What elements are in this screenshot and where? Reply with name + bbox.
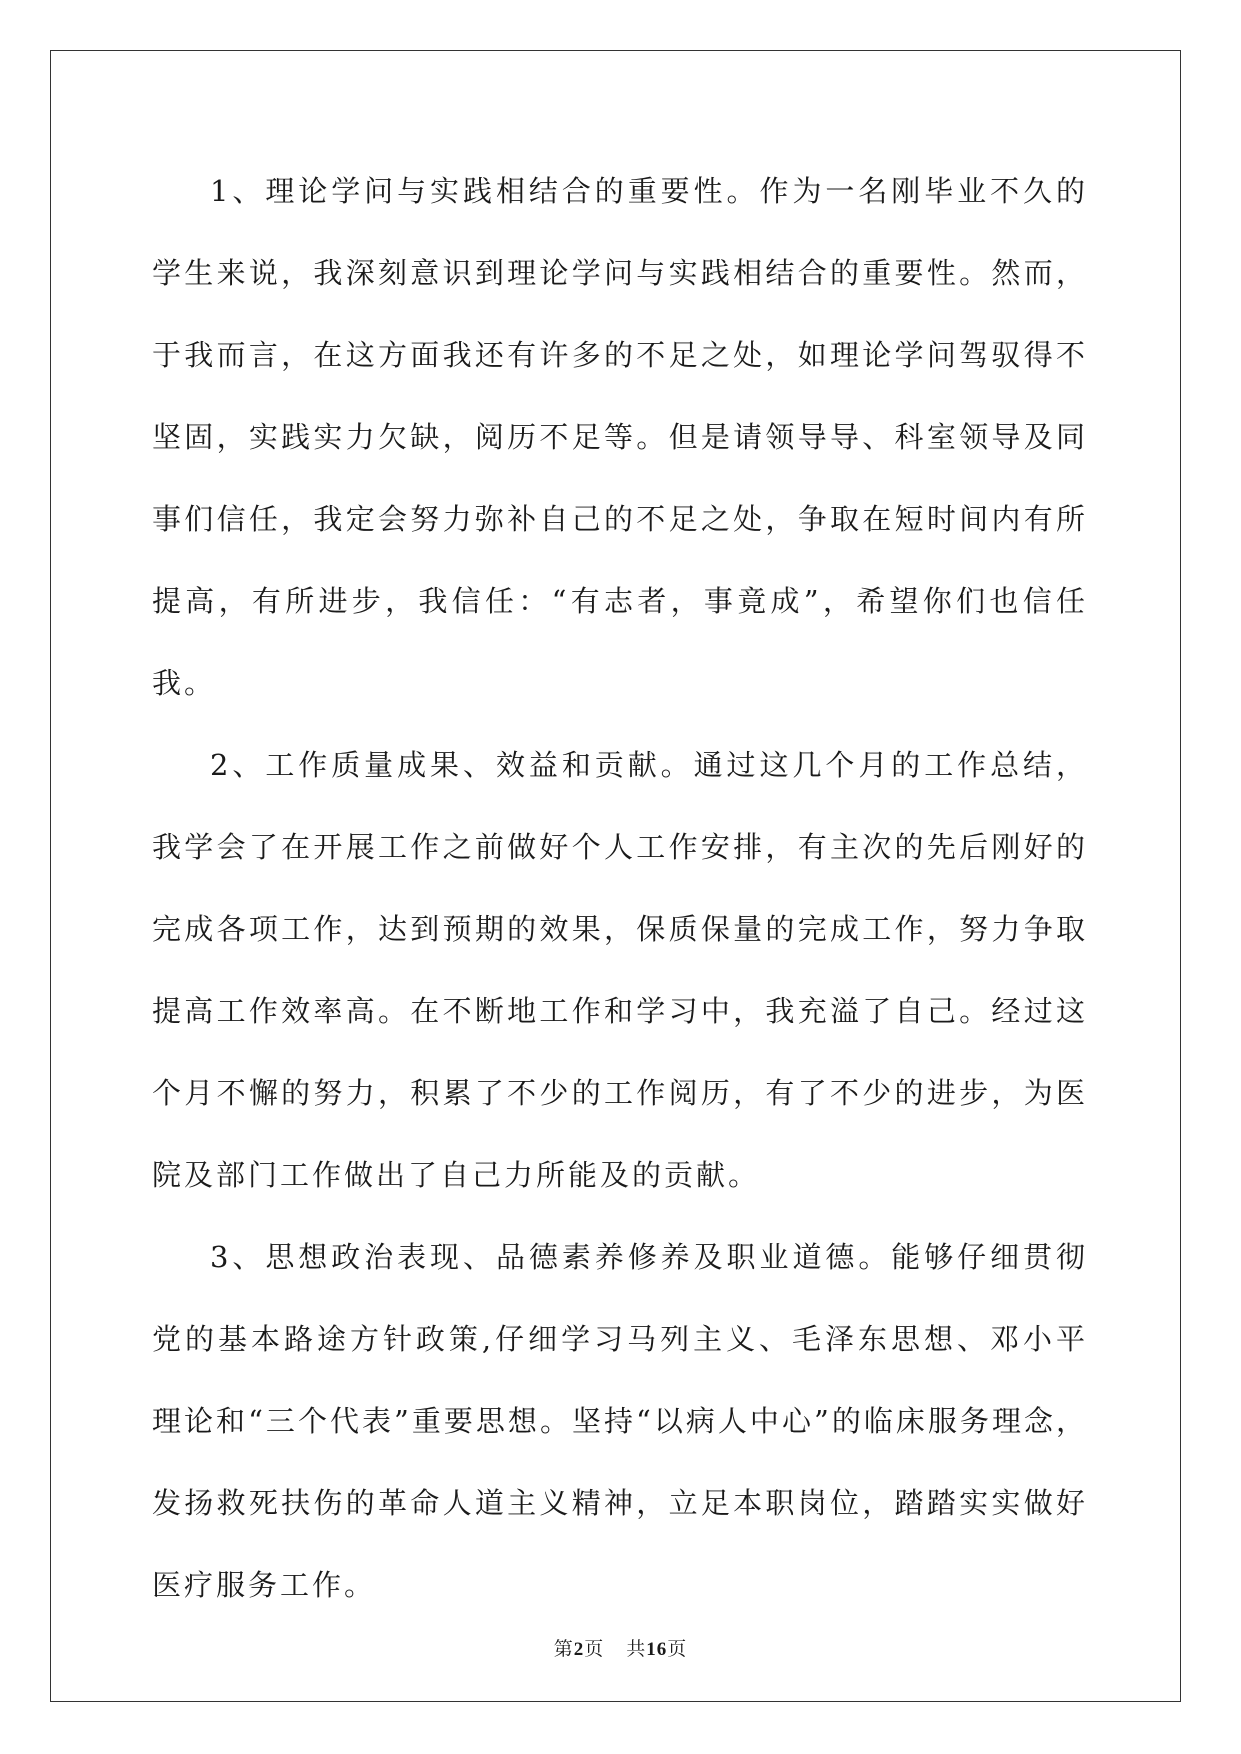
total-suffix: 页 bbox=[667, 1638, 688, 1660]
paragraph-1: 1、理论学问与实践相结合的重要性。作为一名刚毕业不久的学生来说，我深刻意识到理论学问与实践相结合的重要性。然而，于我而言，在这方面我还有许多的不足之处，如理论学问驾驭得不坚固，实践实力欠缺，阅历不足等。但是请领导导、科室领导及同事们信任，我定会努力弥补自己的不足之处，争取在短时间内有所提高，有所进步，我信任：“有志者，事竟成”，希望你们也信任我。 bbox=[152, 174, 1088, 700]
page-suffix: 页 bbox=[584, 1638, 605, 1660]
paragraph-2: 2、工作质量成果、效益和贡献。通过这几个月的工作总结，我学会了在开展工作之前做好个人工作安排，有主次的先后刚好的完成各项工作，达到预期的效果，保质保量的完成工作，努力争取提高工作效率高。在不断地工作和学习中，我充溢了自己。经过这个月不懈的努力，积累了不少的工作阅历，有了不少的进步，为医院及部门工作做出了自己力所能及的贡献。 bbox=[152, 748, 1088, 1192]
total-pages: 16 bbox=[646, 1639, 668, 1660]
document-body bbox=[152, 150, 1088, 1626]
page-number: 2 bbox=[573, 1639, 585, 1660]
paragraph-3: 3、思想政治表现、品德素养修养及职业道德。能够仔细贯彻党的基本路途方针政策,仔细学习马列主义、毛泽东思想、邓小平理论和“三个代表”重要思想。坚持“以病人中心”的临床服务理念，发扬救死扶伤的革命人道主义精神，立足本职岗位，踏踏实实做好医疗服务工作。 bbox=[152, 1240, 1088, 1602]
page-footer bbox=[0, 1634, 1241, 1661]
total-prefix: 共 bbox=[626, 1638, 647, 1660]
page-prefix: 第 bbox=[553, 1638, 574, 1660]
